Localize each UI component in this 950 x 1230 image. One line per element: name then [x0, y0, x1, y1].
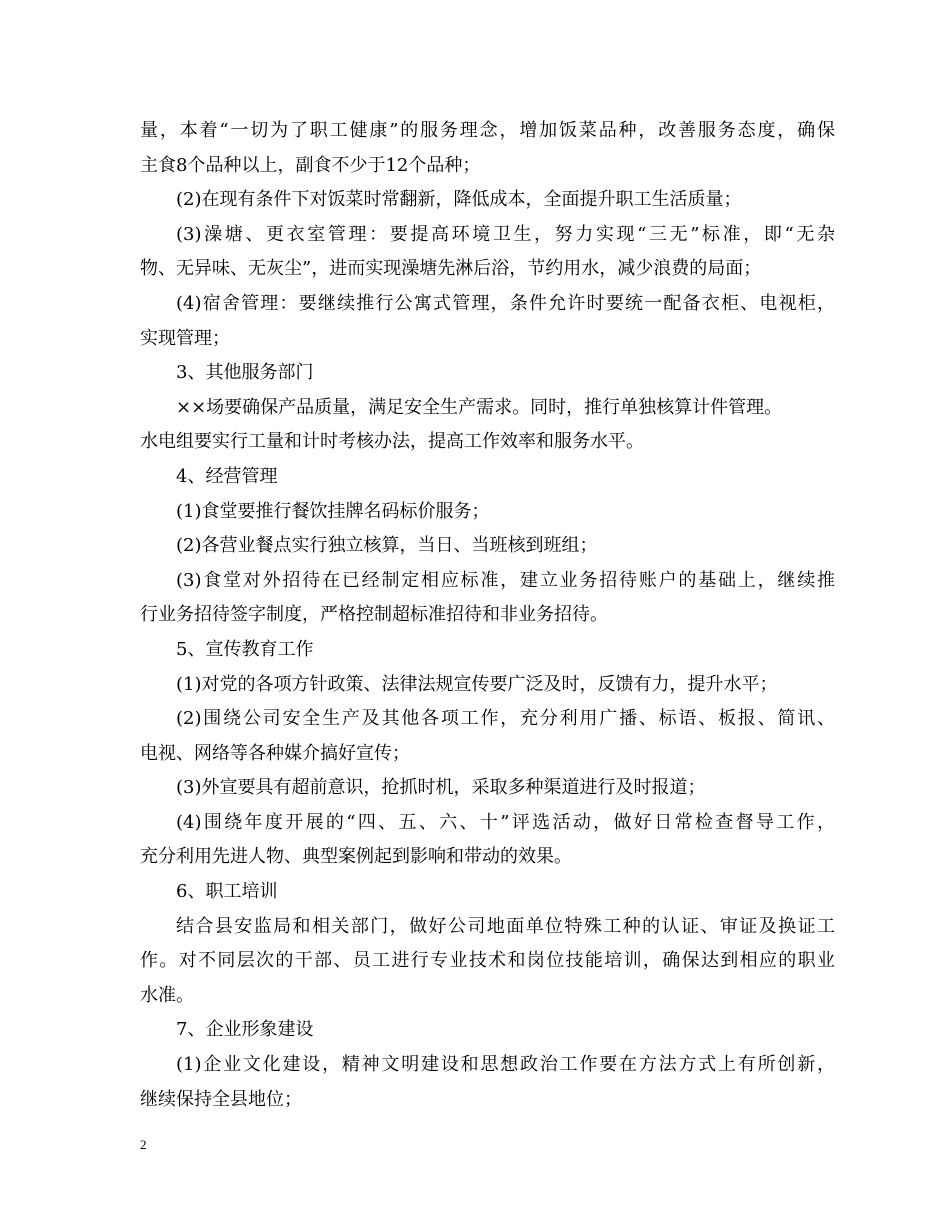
text-line: 7、企业形象建设: [176, 1019, 314, 1041]
text-line: 水准。: [140, 984, 194, 1006]
text-line: (3)外宣要具有超前意识，抢抓时机，采取多种渠道进行及时报道；: [176, 777, 706, 799]
text-line: (4)宿舍管理：要继续推行公寓式管理，条件允许时要统一配备衣柜、电视柜，: [176, 292, 835, 314]
text-line: 量，本着“一切为了职工健康”的服务理念，增加饭菜品种，改善服务态度，确保: [140, 120, 835, 141]
text-line: 实现管理；: [140, 327, 230, 349]
text-line: 电视、网络等各种媒介搞好宣传；: [140, 742, 410, 764]
text-line: (2)各营业餐点实行独立核算，当日、当班核到班组；: [176, 535, 598, 557]
text-line: (4)围绕年度开展的“四、五、六、十”评选活动，做好日常检查督导工作，: [176, 811, 835, 833]
text-line: 水电组要实行工量和计时考核办法，提高工作效率和服务水平。: [140, 431, 644, 453]
text-line: (3)澡塘、更衣室管理：要提高环境卫生，努力实现“三无”标准，即“无杂: [176, 223, 835, 245]
text-line: (2)围绕公司安全生产及其他各项工作，充分利用广播、标语、板报、简讯、: [176, 708, 835, 730]
text-line: 继续保持全县地位；: [140, 1088, 302, 1110]
text-line: 5、宣传教育工作: [176, 638, 314, 660]
text-line: 6、职工培训: [176, 881, 278, 903]
text-line: 作。对不同层次的干部、员工进行专业技术和岗位技能培训，确保达到相应的职业: [140, 950, 835, 972]
text-line: 物、无异味、无灰尘”，进而实现澡塘先淋后浴，节约用水，减少浪费的局面；: [140, 258, 762, 280]
text-line: 结合县安监局和相关部门，做好公司地面单位特殊工种的认证、审证及换证工: [176, 915, 835, 937]
text-line: 主食8个品种以上，副食不少于12个品种；: [140, 154, 481, 176]
text-line: 行业务招待签字制度，严格控制超标准招待和非业务招待。: [140, 604, 608, 626]
text-line: (3)食堂对外招待在已经制定相应标准，建立业务招待账户的基础上，继续推: [176, 569, 835, 591]
text-line: (2)在现有条件下对饭菜时常翻新，降低成本，全面提升职工生活质量；: [176, 189, 742, 211]
text-line: (1)食堂要推行餐饮挂牌名码标价服务；: [176, 500, 490, 522]
page-number: 2: [140, 1137, 147, 1152]
text-line: ××场要确保产品质量，满足安全生产需求。同时，推行单独核算计件管理。: [176, 396, 783, 418]
text-line: (1)企业文化建设，精神文明建设和思想政治工作要在方法方式上有所创新，: [176, 1054, 835, 1076]
document-body: [140, 114, 835, 1117]
text-line: 3、其他服务部门: [176, 362, 314, 384]
text-line: 充分利用先进人物、典型案例起到影响和带动的效果。: [140, 846, 572, 868]
text-line: 4、经营管理: [176, 465, 278, 487]
text-line: (1)对党的各项方针政策、法律法规宣传要广泛及时，反馈有力，提升水平；: [176, 673, 778, 695]
